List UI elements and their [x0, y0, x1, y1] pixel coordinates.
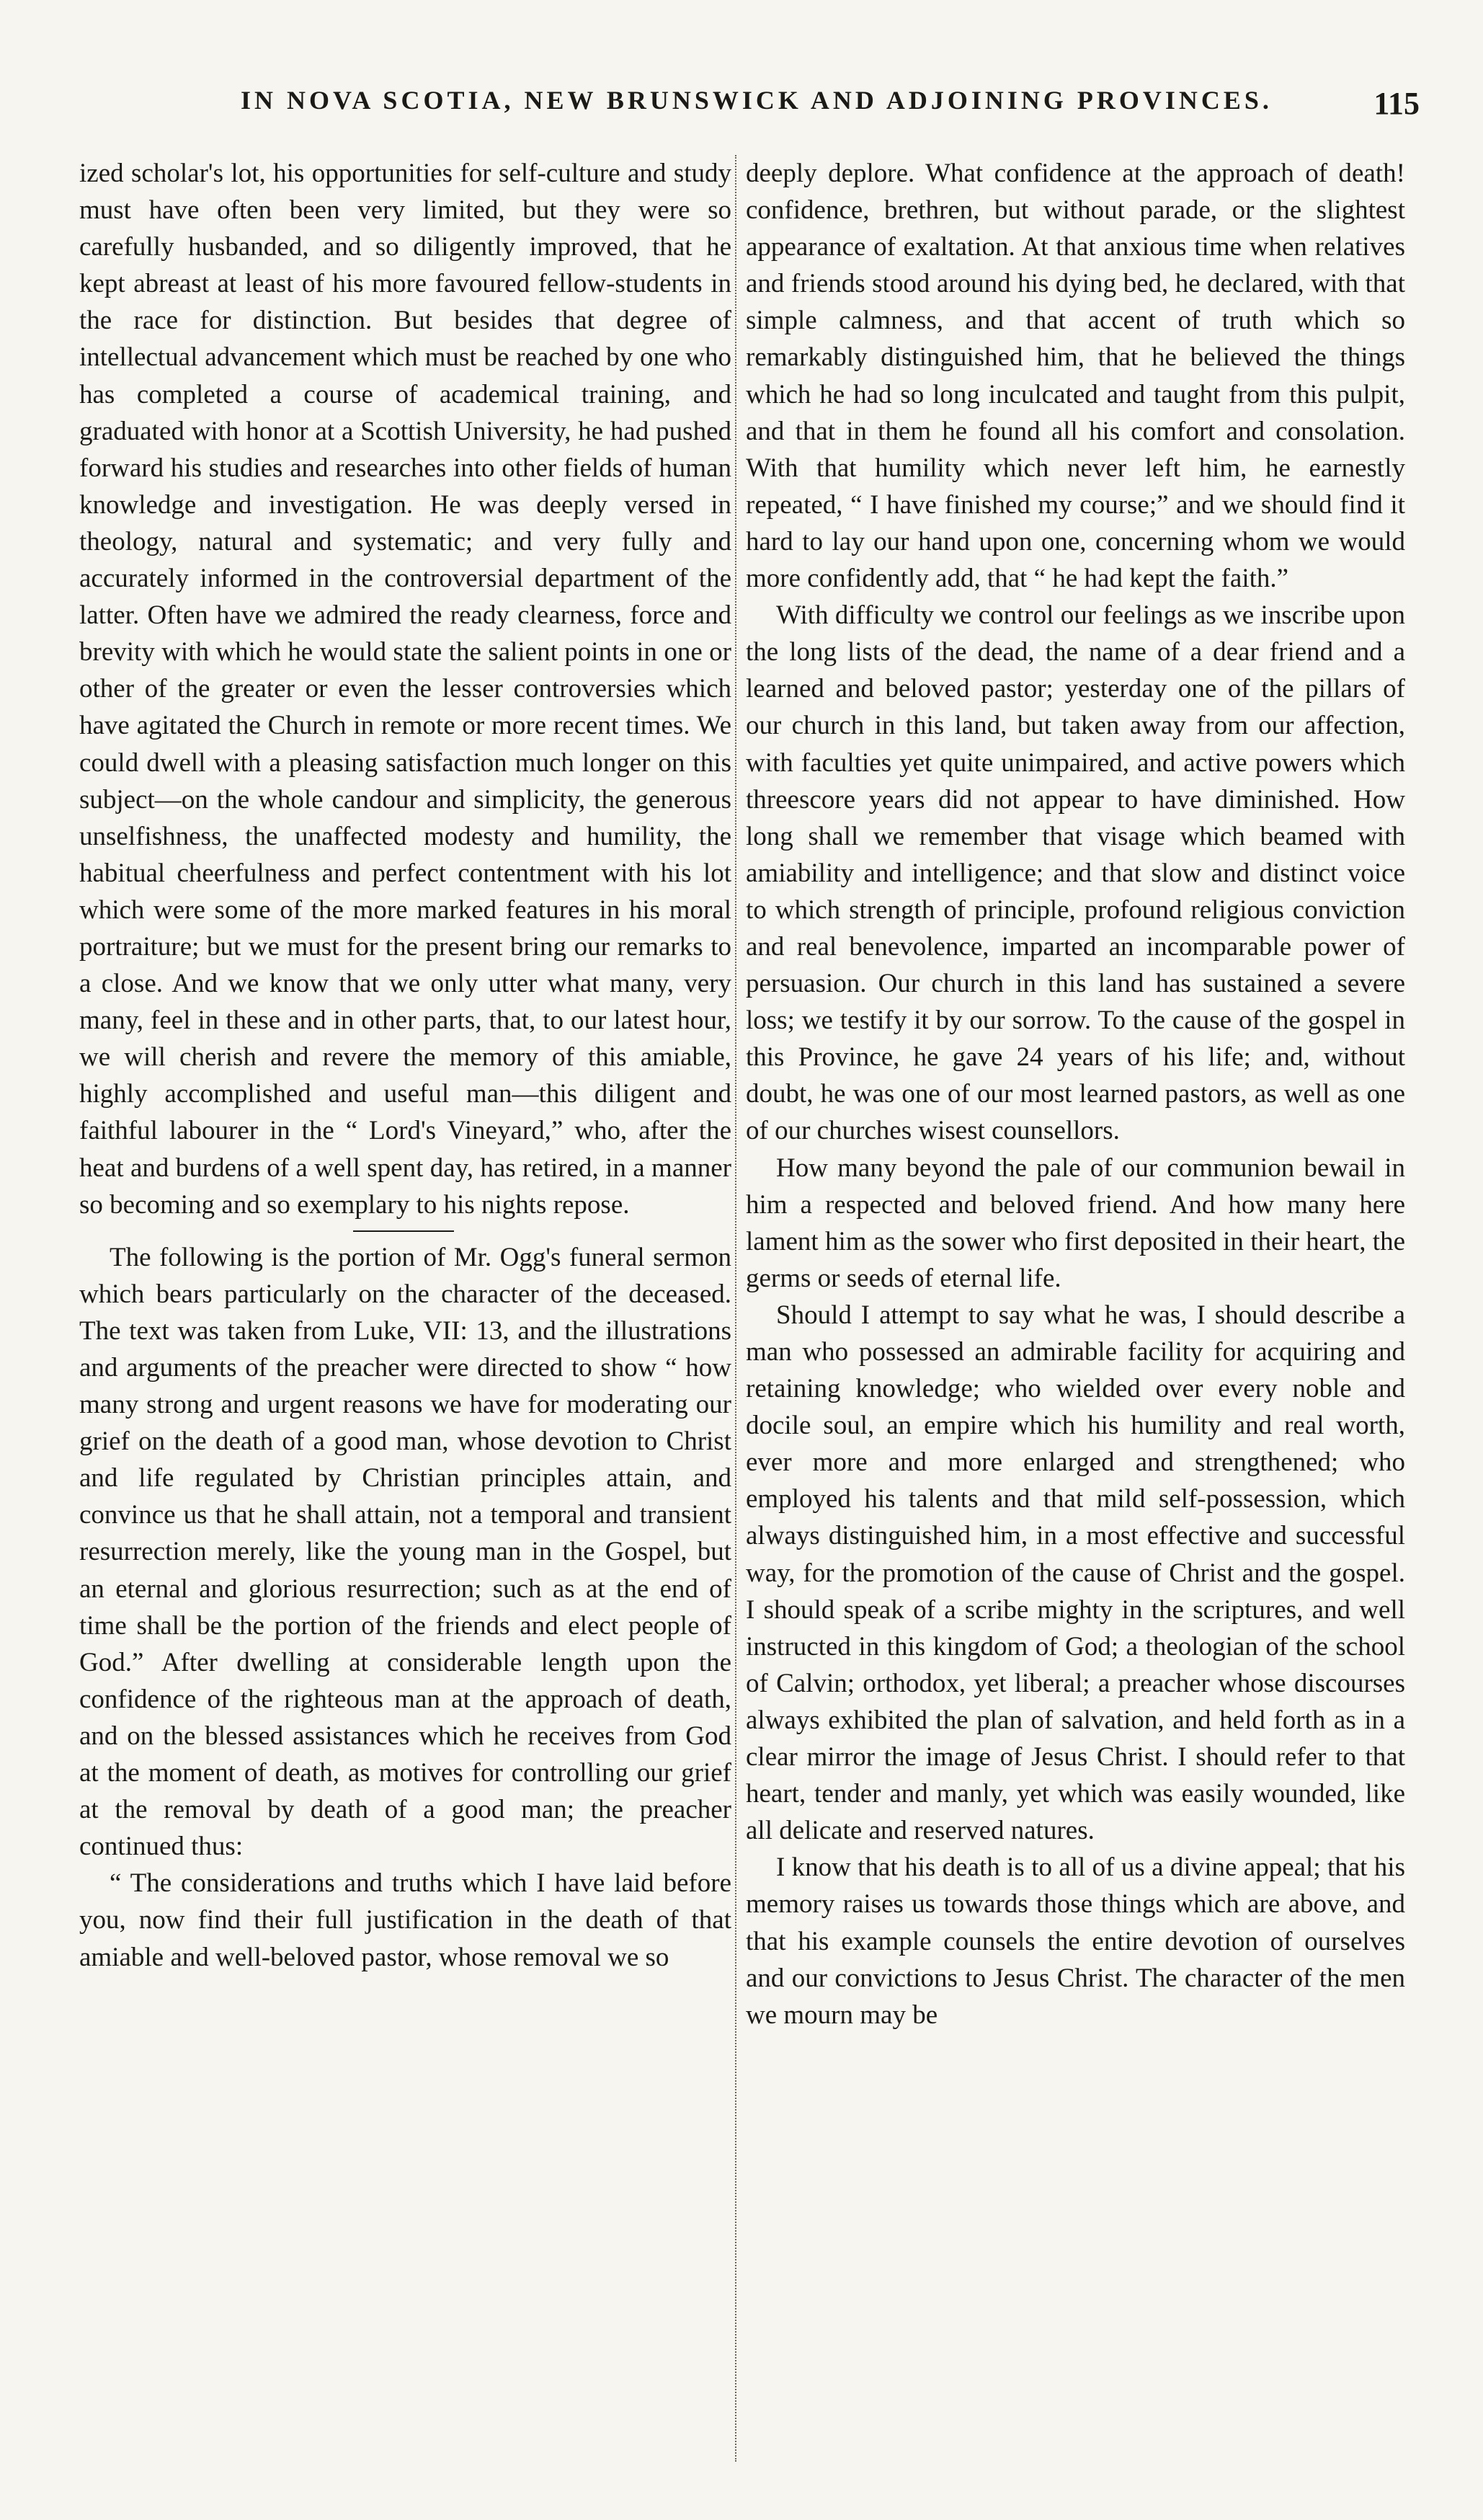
right-column [746, 155, 1405, 2033]
left-column [79, 155, 731, 1976]
left-paragraph-1: ized scholar's lot, his opportunities for self-culture and study must have often been very limited, but they were so carefully husbanded, and so diligently improved, that he kept abreast at least of his more favoured fellow-students in the race for distinction. But besides that degree of intellectual advancement which must be reached by one who has completed a course of academical training, and graduated with honor at a Scottish University, he had pushed forward his studies and researches into other fields of human knowledge and investigation. He was deeply versed in theology, natural and systematic; and very fully and accurately informed in the controversial department of the latter. Often have we admired the ready clearness, force and brevity with which he would state the salient points in one or other of the greater or even the lesser controversies which have agitated the Church in remote or more recent times. We could dwell with a pleasing satisfaction much longer on this subject—on the whole candour and simplicity, the generous unselfishness, the unaffected modesty and humility, the habitual cheerfulness and perfect contentment with his lot which were some of the more marked features in his moral portraiture; but we must for the present bring our remarks to a close. And we know that we only utter what many, very many, feel in these and in other parts, that, to our latest hour, we will cherish and revere the memory of this amiable, highly accomplished and useful man—this diligent and faithful labourer in the “ Lord's Vineyard,” who, after the heat and burdens of a well spent day, has retired, in a manner so becoming and so exemplary to his nights repose. [79, 159, 731, 1220]
column-gutter-rule [735, 155, 736, 2462]
section-divider [79, 1223, 731, 1239]
right-paragraph-3: How many beyond the pale of our communion bewail in him a respected and beloved friend. And how many here lament him as the sower who first deposited in their heart, the germs or seeds of eternal life. [746, 1153, 1405, 1293]
right-paragraph-5: I know that his death is to all of us a divine appeal; that his memory raises us towards those things which are above, and that his example counsels the entire devotion of ourselves and our convictions to Jesus Christ. The character of the men we mourn may be [746, 1853, 1405, 2030]
right-paragraph-1: deeply deplore. What confidence at the approach of death! confidence, brethren, but without parade, or the slightest appearance of exaltation. At that anxious time when relatives and friends stood around his dying bed, he declared, with that simple calmness, and that accent of truth which so remarkably distinguished him, that he believed the things which he had so long inculcated and taught from this pulpit, and that in them he found all his comfort and consolation. With that humility which never left him, he earnestly repeated, “ I have finished my course;” and we should find it hard to lay our hand upon one, concerning whom we would more confidently add, that “ he had kept the faith.” [746, 159, 1405, 594]
running-title: IN NOVA SCOTIA, NEW BRUNSWICK AND ADJOINING PROVINCES. [241, 86, 1273, 115]
left-paragraph-2: The following is the portion of Mr. Ogg's funeral sermon which bears particularly on the character of the deceased. The text was taken from Luke, VII: 13, and the illustrations and arguments of the preacher were directed to show “ how many strong and urgent reasons we have for moderating our grief on the death of a good man, whose devotion to Christ and life regulated by Christian principles attain, and convince us that he shall attain, not a temporal and transient resurrection merely, like the young man in the Gospel, but an eternal and glorious resurrection; such as at the end of time shall be the portion of the friends and elect people of God.” After dwelling at considerable length upon the confidence of the righteous man at the approach of death, and on the blessed assistances which he receives from God at the moment of death, as motives for controlling our grief at the removal by death of a good man; the preacher continued thus: [79, 1242, 731, 1862]
running-head [79, 85, 1420, 136]
left-paragraph-3: “ The considerations and truths which I have laid before you, now find their full justification in the death of that amiable and well-beloved pastor, whose removal we so [79, 1868, 731, 1972]
right-paragraph-2: With difficulty we control our feelings as we inscribe upon the long lists of the dead, the name of a dear friend and a learned and beloved pastor; yesterday one of the pillars of our church in this land, but taken away from our affection, with faculties yet quite unimpaired, and active powers which threescore years did not appear to have diminished. How long shall we remember that visage which beamed with amiability and intelligence; and that slow and distinct voice to which strength of principle, profound religious conviction and real benevolence, imparted an incomparable power of persuasion. Our church in this land has sustained a severe loss; we testify it by our sorrow. To the cause of the gospel in this Province, he gave 24 years of his life; and, without doubt, he was one of our most learned pastors, as well as one of our churches wisest counsellors. [746, 600, 1405, 1146]
right-paragraph-4: Should I attempt to say what he was, I should describe a man who possessed an admirable facility for acquiring and retaining knowledge; who wielded over every noble and docile soul, an empire which his humility and real worth, ever more and more enlarged and strengthened; who employed his talents and that mild self-possession, which always distinguished him, in a most effective and successful way, for the promotion of the cause of Christ and the gospel. I should speak of a scribe mighty in the scriptures, and well instructed in this kingdom of God; a theologian of the school of Calvin; orthodox, yet liberal; a preacher whose discourses always exhibited the plan of salvation, and held forth as in a clear mirror the image of Jesus Christ. I should refer to that heart, tender and manly, yet which was easily wounded, like all delicate and reserved natures. [746, 1300, 1405, 1846]
page-number: 115 [1373, 86, 1420, 121]
